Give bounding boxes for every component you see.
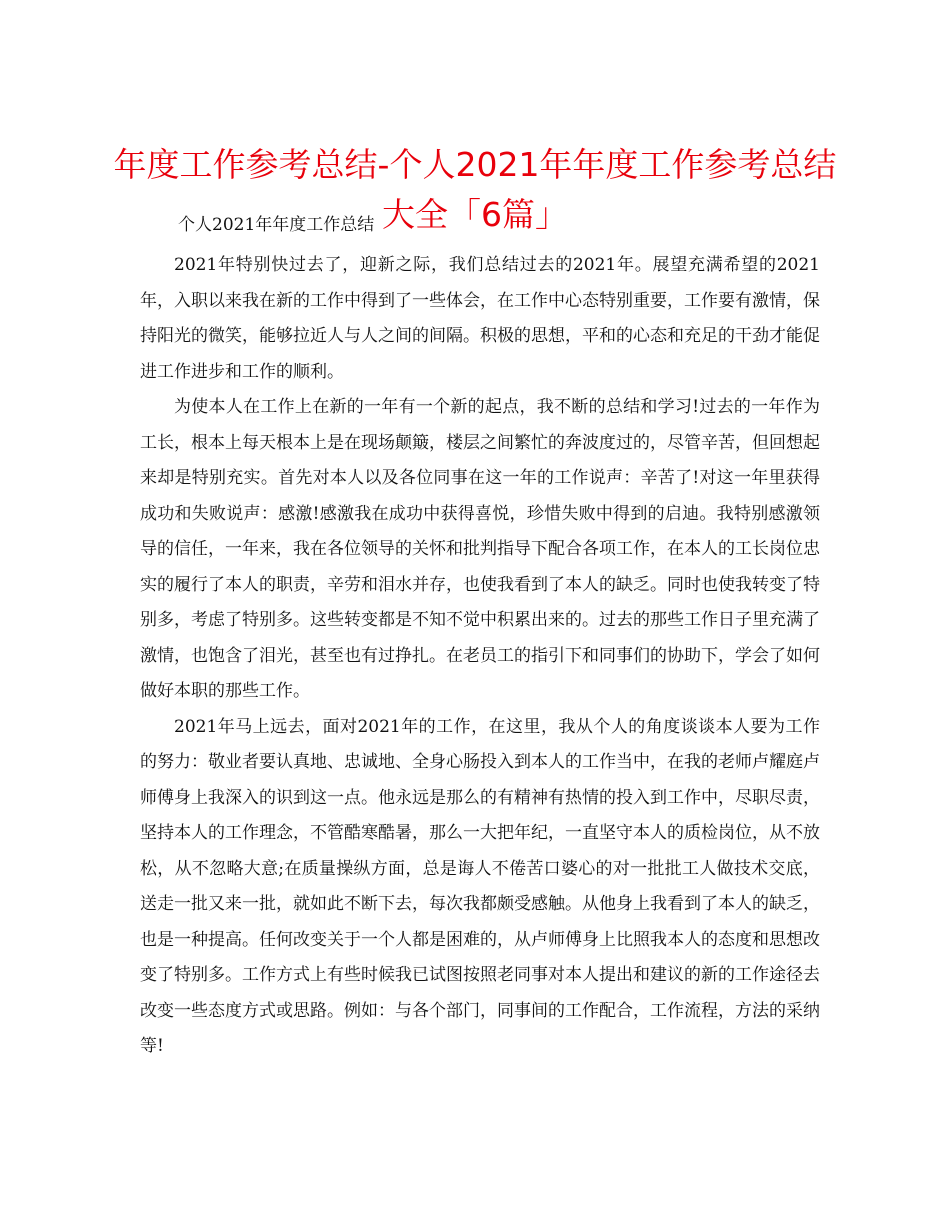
body-paragraph: 2021年马上远去，面对2021年的工作，在这里，我从个人的角度谈谈本人要为工作的努力：敬业者要认真地、忠诚地、全身心肠投入到本人的工作当中，在我的老师卢耀庭卢师傅身上我深入的识到这一点。他永远是那么的有精神有热情的投入到工作中，尽职尽责，坚持本人的工作理念，不管酷寒酷暑，那么一大把年纪，一直坚守本人的质检岗位，从不放松，从不忽略大意;在质量操纵方面，总是诲人不倦苦口婆心的对一批批工人做技术交底，送走一批又来一批，就如此不断下去，每次我都颇受感触。从他身上我看到了本人的缺乏，也是一种提高。任何改变关于一个人都是困难的，从卢师傅身上比照我本人的态度和思想改变了特别多。工作方式上有些时候我已试图按照老同事对本人提出和建议的新的工作途径去改变一些态度方式或思路。例如：与各个部门，同事间的工作配合，工作流程，方法的采纳等! [140,716,820,1056]
document-body [140,248,820,1065]
section-subtitle: 个人2021年年度工作总结 [178,215,375,235]
body-paragraph: 2021年特别快过去了，迎新之际，我们总结过去的2021年。展望充满希望的2021年，入职以来我在新的工作中得到了一些体会，在工作中心态特别重要，工作要有激情，保持阳光的微笑，能够拉近人与人之间的间隔。积极的思想，平和的心态和充足的干劲才能促进工作进步和工作的顺利。 [140,255,820,382]
document-title: 年度工作参考总结-个人2021年年度工作参考总结大全「6篇」 [113,145,837,235]
body-paragraph: 为使本人在工作上在新的一年有一个新的起点，我不断的总结和学习!过去的一年作为工长，根本上每天根本上是在现场颠簸，楼层之间繁忙的奔波度过的，尽管辛苦，但回想起来却是特别充实。首先对本人以及各位同事在这一年的工作说声：辛苦了!对这一年里获得成功和失败说声：感激!感激我在成功中获得喜悦，珍惜失败中得到的启迪。我特别感激领导的信任，一年来，我在各位领导的关怀和批判指导下配合各项工作，在本人的工长岗位忠实的履行了本人的职责，辛劳和泪水并存，也使我看到了本人的缺乏。同时也使我转变了特别多，考虑了特别多。这些转变都是不知不觉中积累出来的。过去的那些工作日子里充满了激情，也饱含了泪光，甚至也有过挣扎。在老员工的指引下和同事们的协助下，学会了如何做好本职的那些工作。 [140,397,820,701]
